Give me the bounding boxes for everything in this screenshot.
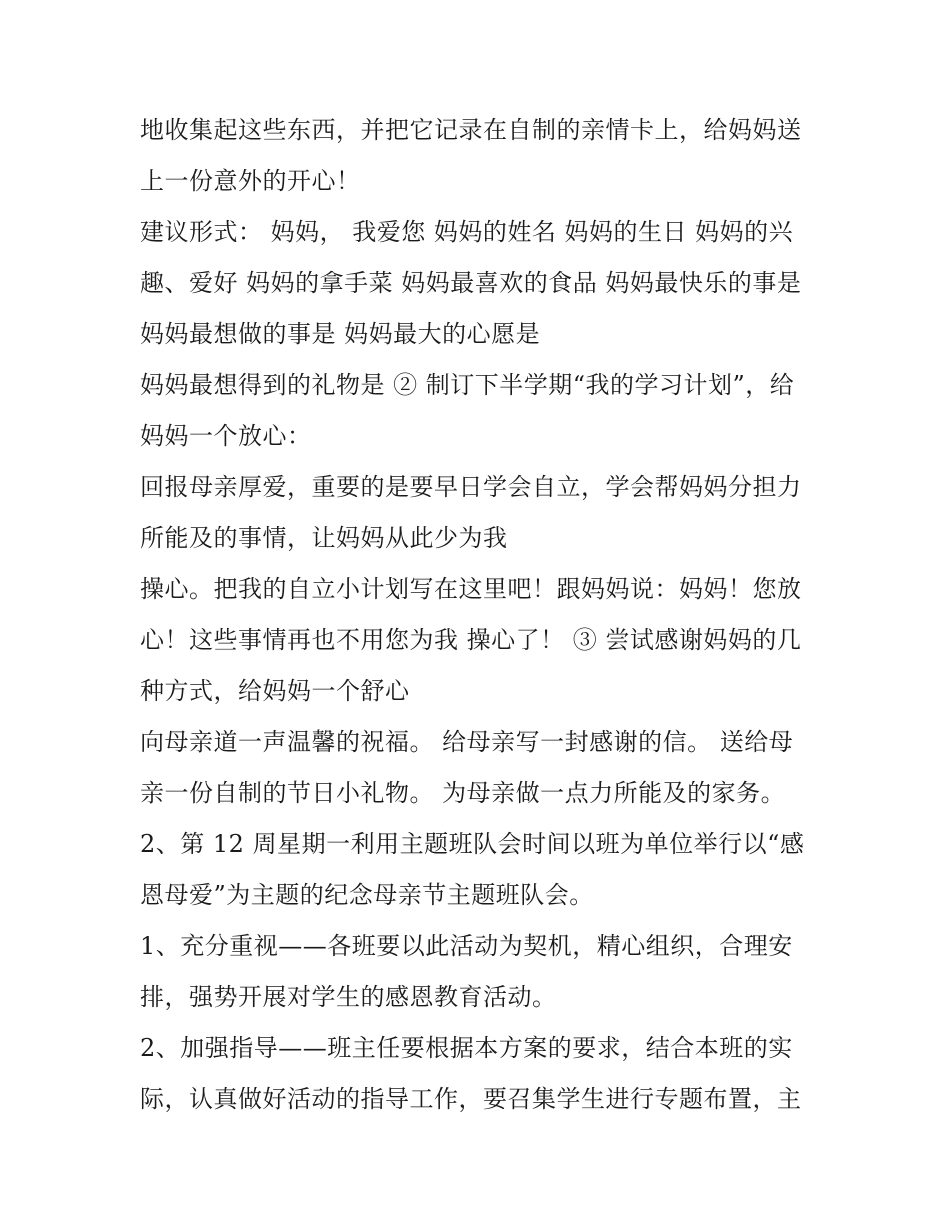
text-line: 向母亲道一声温馨的祝福。 给母亲写一封感谢的信。 送给母	[140, 728, 794, 756]
text-line: 恩母爱”为主题的纪念母亲节主题班队会。	[140, 881, 594, 909]
text-line: 际，认真做好活动的指导工作，要召集学生进行专题布置，主	[140, 1085, 802, 1113]
text-line: 地收集起这些东西，并把它记录在自制的亲情卡上，给妈妈送	[140, 116, 802, 144]
text-line: 妈妈一个放心：	[140, 422, 312, 450]
text-line: 趣、爱好 妈妈的拿手菜 妈妈最喜欢的食品 妈妈最快乐的事是	[140, 269, 802, 297]
document-body	[140, 105, 820, 1125]
text-line: 排，强势开展对学生的感恩教育活动。	[140, 983, 557, 1011]
text-line: 种方式，给妈妈一个舒心	[140, 677, 410, 705]
text-line: 操心。把我的自立小计划写在这里吧！跟妈妈说：妈妈！您放	[140, 575, 802, 603]
text-line: 上一份意外的开心！	[140, 167, 361, 195]
text-line: 所能及的事情，让妈妈从此少为我	[140, 524, 508, 552]
text-line: 亲一份自制的节日小礼物。 为母亲做一点力所能及的家务。	[140, 779, 786, 807]
text-line: 建议形式： 妈妈， 我爱您 妈妈的姓名 妈妈的生日 妈妈的兴	[140, 218, 794, 246]
text-line: 回报母亲厚爱，重要的是要早日学会自立，学会帮妈妈分担力	[140, 473, 802, 501]
text-line: 1、充分重视——各班要以此活动为契机，精心组织，合理安	[140, 932, 793, 960]
text-line: 妈妈最想做的事是 妈妈最大的心愿是	[140, 320, 541, 348]
text-line: 2、第 12 周星期一利用主题班队会时间以班为单位举行以“感	[140, 830, 805, 858]
text-line: 妈妈最想得到的礼物是 ② 制订下半学期“我的学习计划”，给	[140, 371, 795, 399]
text-line: 2、加强指导——班主任要根据本方案的要求，结合本班的实	[140, 1034, 793, 1062]
text-line: 心！这些事情再也不用您为我 操心了！ ③ 尝试感谢妈妈的几	[140, 626, 802, 654]
